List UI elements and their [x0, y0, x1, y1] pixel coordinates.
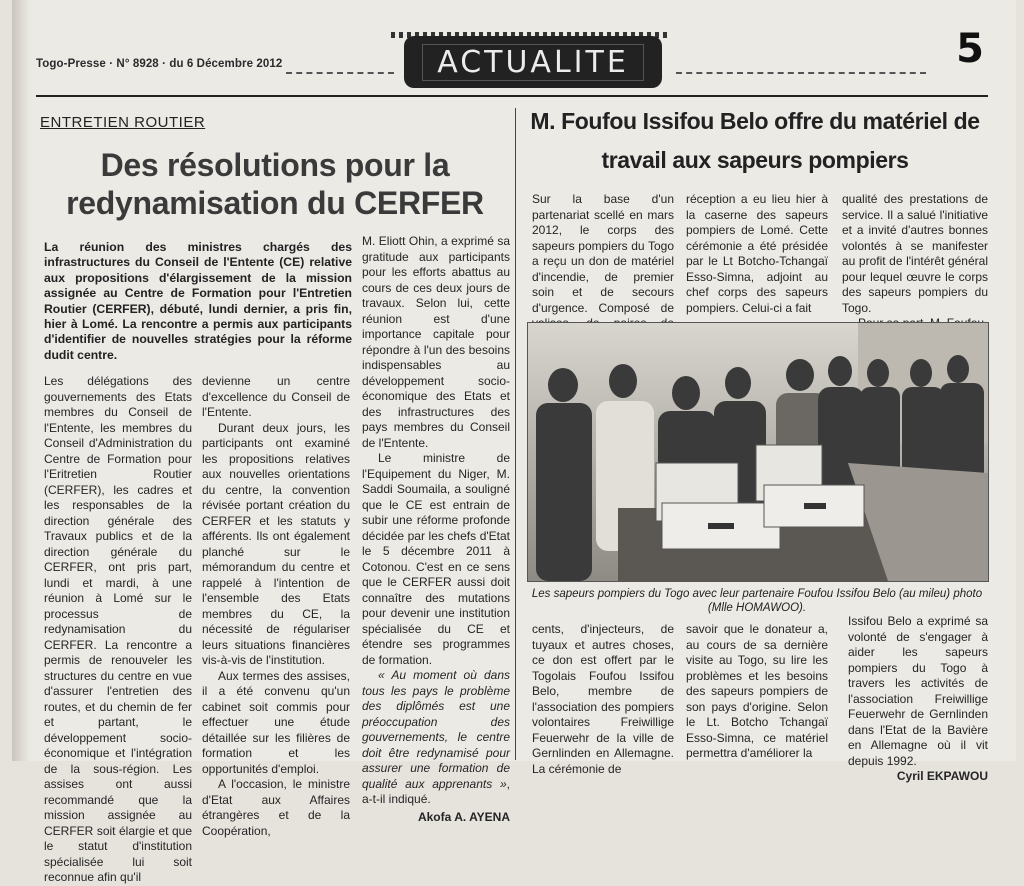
column-divider [515, 108, 516, 760]
masthead-divider-right [676, 72, 926, 74]
article1-quote: « Au moment où dans tous les pays le problème des diplômés est une préoccupation des gouvernements, le centre doit être redynamisé pour assurer une formation de qualité aux apprenants » [362, 668, 510, 791]
article2-col1-bottom-text: cents, d'injecteurs, de tuyaux et autres choses, ce don est offert par le Togolais Foufou Issifou Belo, membre de l'association des pompiers volontaires Freiwillige Feuerwehr de la ville de Gernlinden en Allemagne. La cérémonie de [532, 622, 674, 776]
page-fold-shadow [12, 0, 30, 761]
article1-quote-tail: , a-t-il indiqué. [362, 776, 510, 806]
article1-column-3 [362, 234, 510, 825]
article2-column-1-bottom [532, 622, 674, 777]
article2-signature-line [848, 769, 988, 785]
masthead-divider-left [286, 72, 394, 74]
article2-col2-bottom-text: savoir que le donateur a, au cours de sa dernière visite au Togo, su lire les problèmes et les besoins des sapeurs pompiers de son pays d'origine. Selon le Lt. Botcho Tchangaï Esso-Simna, ce matériel permettra d'améliorer la [686, 622, 828, 760]
section-label: ACTUALITE [422, 44, 644, 81]
article1-kicker: ENTRETIEN ROUTIER [40, 114, 206, 131]
article1-col3-quote-paragraph [362, 668, 510, 808]
article1-col3-p1: M. Eliott Ohin, a exprimé sa gratitude aux participants pour les efforts abattus au cours de ces deux jours de travaux. Selon lui, cette réunion est d'une importance capitale pour répondre à l'un des besoins indispensables au développement socio-économique des Etats et des infrastructures des pays membres du Conseil de l'Entente. [362, 234, 510, 450]
article1-col2-p3: Aux termes des assises, il a été convenu qu'un cabinet soit commis pour effectuer une étude détaillée sur les filières de formation et les opportunités d'emploi. [202, 668, 350, 776]
article2-column-2-top [686, 192, 828, 316]
article2-column-2-bottom [686, 622, 828, 762]
article1-lead: La réunion des ministres chargés des infrastructures du Conseil de l'Entente (CE) relative aux propositions d'élargissement de la mission assignée au Centre de Formation pour l'Entretien Routier (CERFER), débuté, lundi dernier, a pris fin, hier à Lomé. La rencontre a permis aux participants d'identifier de nouvelles stratégies pour la réforme dudit centre. [44, 240, 352, 362]
article2-col3-bottom-text: Issifou Belo a exprimé sa volonté de s'engager à aider les sapeurs pompiers du Togo à travers les activités de l'association Freiwillige Feuerwehr de Gernlinden dans l'Etat de la Bavière en Allemagne où il vit depuis 1992. [848, 614, 988, 768]
article1-signature-line [362, 810, 510, 826]
firefighters-photo-illustration [528, 323, 988, 581]
photo-caption: Les sapeurs pompiers du Togo avec leur partenaire Foufou Issifou Belo (au mileu) photo (Mlle HOMAWOO). [531, 588, 983, 614]
issue-line: Togo-Presse · N° 8928 · du 6 Décembre 2012 [36, 58, 283, 70]
article1-col2-p1: devienne un centre d'excellence du Conseil de l'Entente. [202, 374, 350, 419]
article2-col1-top-text: Sur la base d'un partenariat scellé en mars 2012, le corps des sapeurs pompiers du Togo a reçu un don de matériel d'incendie, de premier soin et de secours d'urgence. Composé de [532, 192, 674, 315]
article2-col2-top-text: réception a eu lieu hier à la caserne des sapeurs pompiers de Lomé. Cette cérémonie a été présidée par le Lt Botcho-Tchangaï Esso-Simna, adjoint au chef corps des sapeurs pompiers. Celui-ci a fait [686, 192, 828, 315]
masthead [36, 26, 988, 94]
article2-column-3-bottom [848, 614, 988, 785]
article2-col3-top-p1: qualité des prestations de service. Il a salué l'initiative et a invité d'autres bonnes volontés à se manifester au profit de l'intérêt général pour lequel œuvre le corps des sapeurs pompiers du Togo. [842, 192, 988, 315]
article1-col2-p4: A l'occasion, le ministre d'Etat aux Affaires étrangères et de la Coopération, [202, 777, 350, 838]
page-number: 5 [956, 26, 984, 72]
article1-col1-text: Les délégations des gouvernements des Etats membres du Conseil de l'Entente, les membres du Conseil d'Administration du Centre de Formation pour l'Eritretien Routier (CERFER), les cadres et les responsables de la direction générale des Travaux publics et de la direction générale du CERFER, ont pris part, lundi et mardi, à une réunion à Lomé sur le processus de redynamisation du CERFER. La rencontre a permis de renouveler les structures du centre en vue d'assurer l'entretien des routes, et du chemin de fer et partant, le développement socio-économique et l'intégration de la sous-région. Les assises ont aussi recommandé que la mission assignée au CERFER soit élargie et que le statut d'institution spécialisée lui soit reconnue afin qu'il [44, 374, 192, 884]
section-label-box [404, 36, 662, 88]
article1-col2-p2: Durant deux jours, les participants ont examiné les propositions relatives aux nouvelles orientations du centre, la convention révisée portant création du CERFER et les statuts y afférents. Ils ont également planché sur le mémorandum du centre et rappelé à l'intention de l'ensemble des Etats membres du CE, la nécessité de régulariser leurs situations financières vis-à-vis de l'institution. [202, 420, 350, 667]
article2-signature: Cyril EKPAWOU [896, 769, 988, 783]
article2-headline: M. Foufou Issifou Belo offre du matériel de travail aux sapeurs pompiers [530, 108, 980, 173]
article1-column-1 [44, 374, 192, 886]
article1-column-2 [202, 374, 350, 839]
firefighters-photo [527, 322, 989, 582]
article2-column-3-top [842, 192, 988, 332]
article1-signature: Akofa A. AYENA [417, 809, 510, 824]
masthead-rule [36, 95, 988, 97]
article1-headline: Des résolutions pour la redynamisation du CERFER [66, 147, 484, 221]
article1-col3-p2: Le ministre de l'Equipement du Niger, M. Saddi Soumaila, a souligné que le CE est entrain de subir une réforme profonde décidée par les chefs d'Etat le 5 décembre 2011 à Cotonou. C'est en ce sens que le CERFER aussi doit connaître des mutations pour devenir une institution spécialisée du CE et étendre ses programmes de formation. [362, 451, 510, 667]
